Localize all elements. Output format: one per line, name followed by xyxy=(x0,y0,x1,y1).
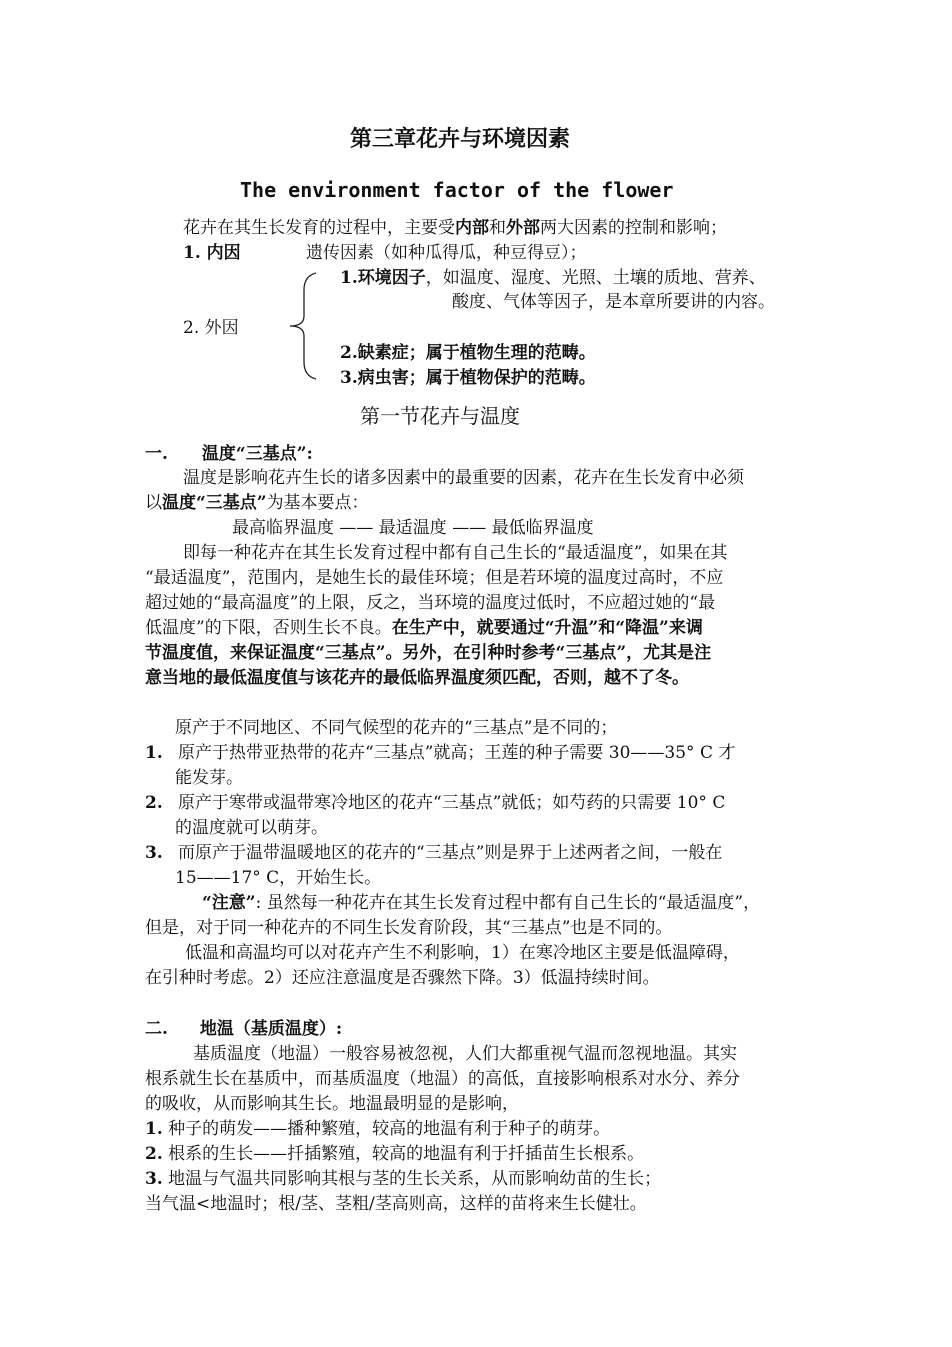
list-item: 而原产于温带温暖地区的花卉的“三基点”则是界于上述两者之间，一般在 xyxy=(178,843,723,863)
list-text: 种子的萌发——播种繁殖，较高的地温有利于种子的萌芽。 xyxy=(162,1119,611,1139)
text: 以 xyxy=(145,493,162,513)
section-title-temperature: 第一节花卉与温度 xyxy=(360,404,520,428)
heading-text: 温度“三基点” xyxy=(201,444,307,464)
text: 为基本要点： xyxy=(266,493,369,513)
intro-line xyxy=(183,217,727,239)
paragraph-line xyxy=(145,492,369,514)
paragraph-line: 低温和高温均可以对花卉产生不利影响，1）在寒冷地区主要是低温障碍， xyxy=(185,943,740,963)
paragraph-line: 意当地的最低温度值与该花卉的最低临界温度须匹配，否则，越不了冬。 xyxy=(145,668,689,688)
list-item: 原产于热带亚热带的花卉“三基点”就高；王莲的种子需要 30——35° C 才 xyxy=(178,743,736,763)
env-factor-label: 1.环境因子 xyxy=(340,268,426,288)
intro-outer-emph: 外部 xyxy=(506,218,540,238)
paragraph-line: “最适温度”，范围内，是她生长的最佳环境；但是若环境的温度过高时，不应 xyxy=(145,568,724,588)
paragraph-line: 根系就生长在基质中，而基质温度（地温）的高低，直接影响根系对水分、养分 xyxy=(145,1069,740,1089)
paragraph-line: 节温度值，来保证温度“三基点”。另外，在引种时参考“三基点”，尤其是注 xyxy=(145,643,712,663)
pest-line: 3.病虫害；属于植物保护的范畴。 xyxy=(340,368,596,388)
list-text: 根系的生长——扦插繁殖，较高的地温有利于扦插苗生长根系。 xyxy=(162,1144,645,1164)
heading-num: 一. xyxy=(145,444,168,464)
intro-text-c: 和 xyxy=(489,218,506,238)
list-number: 1. xyxy=(145,743,163,763)
paragraph-line: 原产于不同地区、不同气候型的花卉的“三基点”是不同的； xyxy=(175,718,618,738)
env-factor-continued: 酸度、气体等因子，是本章所要讲的内容。 xyxy=(452,292,775,312)
list-number: 2. xyxy=(145,793,163,813)
deficiency-text: .缺素症；属于植物生理的范畴。 xyxy=(351,343,596,363)
intro-text-a: 花卉在其生长发育的过程中，主要受 xyxy=(183,218,455,238)
inner-factor-text: 遗传因素（如种瓜得瓜，种豆得豆）； xyxy=(306,243,587,263)
heading-num: 二. xyxy=(145,1019,168,1039)
list-text: 地温与气温共同影响其根与茎的生长关系，从而影响幼苗的生长； xyxy=(162,1169,662,1189)
note-line xyxy=(202,892,760,914)
chapter-title: 第三章花卉与环境因素 xyxy=(350,126,571,152)
list-item xyxy=(145,1168,661,1190)
list-number: 1. xyxy=(145,1119,163,1139)
brace-icon xyxy=(284,270,324,382)
list-item-continued: 15——17° C，开始生长。 xyxy=(175,868,382,888)
paragraph-line: 温度是影响花卉生长的诸多因素中的最重要的因素，花卉在生长发育中必须 xyxy=(183,468,744,488)
text: 低温度”的下限，否则生长不良。 xyxy=(145,618,392,638)
three-points-line: 最高临界温度 —— 最适温度 —— 最低临界温度 xyxy=(232,518,594,538)
emph-text: 在生产中，就要通过“升温”和“降温”来调 xyxy=(391,618,703,638)
list-number: 3. xyxy=(145,1169,163,1189)
paragraph-line: 超过她的“最高温度”的上限，反之，当环境的温度过低时，不应超过她的“最 xyxy=(145,593,716,613)
list-item: 原产于寒带或温带寒冷地区的花卉“三基点”就低；如芍药的只需要 10° C xyxy=(178,793,726,813)
paragraph-line: 即每一种花卉在其生长发育过程中都有自己生长的“最适温度”，如果在其 xyxy=(183,543,728,563)
inner-factor-label: 1. 内因 xyxy=(183,243,241,263)
three-points-emph: 温度“三基点” xyxy=(162,493,267,513)
list-item-continued: 的温度就可以萌芽。 xyxy=(175,818,328,838)
paragraph-line: 当气温<地温时；根/茎、茎粗/茎高则高，这样的苗将来生长健壮。 xyxy=(145,1194,647,1214)
outer-factor-label: 2. 外因 xyxy=(183,318,239,338)
list-item xyxy=(145,1143,644,1165)
heading-text: 地温（基质温度）: xyxy=(199,1019,343,1039)
paragraph-line: 在引种时考虑。2）还应注意温度是否骤然下降。3）低温持续时间。 xyxy=(145,968,660,988)
deficiency-line xyxy=(340,342,596,364)
paragraph-line xyxy=(145,617,703,639)
deficiency-num: 2 xyxy=(340,343,352,363)
list-item xyxy=(145,1118,610,1140)
heading-three-points xyxy=(145,443,313,465)
intro-inner-emph: 内部 xyxy=(455,218,489,238)
env-factor-text: ，如温度、湿度、光照、土壤的质地、营养、 xyxy=(425,268,766,288)
env-factor-line xyxy=(340,267,766,289)
list-number: 3. xyxy=(145,843,163,863)
paragraph-line: 基质温度（地温）一般容易被忽视，人们大都重视气温而忽视地温。其实 xyxy=(193,1044,737,1064)
paragraph-line: 的吸收，从而影响其生长。地温最明显的是影响， xyxy=(145,1094,519,1114)
paragraph-line: 但是，对于同一种花卉的不同生长发育阶段，其“三基点”也是不同的。 xyxy=(145,918,673,938)
heading-soil-temperature xyxy=(145,1018,342,1040)
list-number: 2. xyxy=(145,1144,163,1164)
note-label: “注意” xyxy=(202,893,256,913)
heading-colon: : xyxy=(306,444,313,464)
note-text: : 虽然每一种花卉在其生长发育过程中都有自己生长的“最适温度”， xyxy=(255,893,761,913)
intro-text-e: 两大因素的控制和影响； xyxy=(540,218,727,238)
list-item-continued: 能发芽。 xyxy=(175,768,243,788)
chapter-title-english: The environment factor of the flower xyxy=(240,178,674,202)
